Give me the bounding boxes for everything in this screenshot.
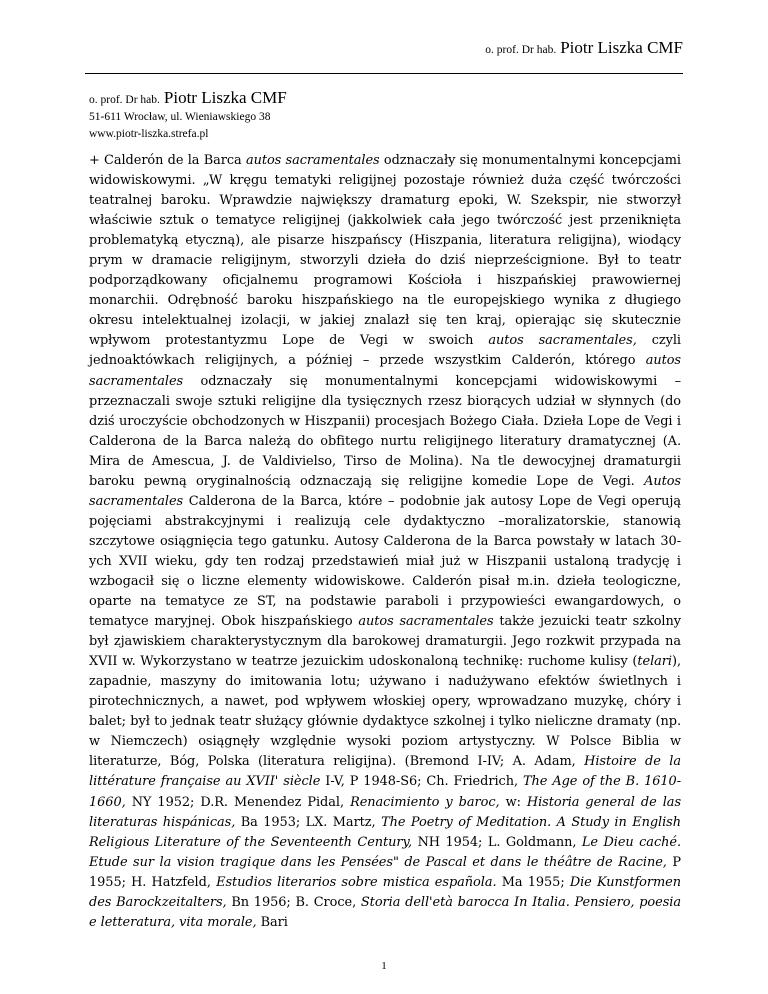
header-rule [85,73,683,74]
body-text-run: + Calderón de la Barca [89,153,246,168]
body-italic-run: Autos sacramentales [89,473,681,509]
body-text-run: NH 1954; L. Goldmann, [412,834,582,850]
author-name: Piotr Liszka CMF [163,88,287,107]
body-text-run: Bn 1956; B. Croce, [226,894,361,910]
author-website: www.piotr-liszka.strefa.pl [89,128,209,140]
body-italic-run: autos sacramentales [358,614,494,630]
header-title-prefix: o. prof. Dr hab. [485,44,557,56]
body-italic-run: Renacimiento y baroc, [350,794,500,810]
body-paragraph [89,151,681,933]
running-header [485,38,683,58]
page-number: 1 [381,960,387,972]
body-text-run: Calderona de la Barca, które – podobnie jak autosy Lope de Vegi operują pojęciami abstrakcyjnymi i realizują cele dydaktyczno –moralizatorskie, stanowią szczytowe osiągnięcia tego gatunku. Autosy Calderona de la Barca powstały w latach 30-ych XVII wieku, gdy ten rodzaj przedstawień miał już w Hiszpanii ustaloną tradycję i wzbogacił się o liczne elementy widowiskowe. Calderón pisał m.in. dzieła teologiczne, oparte na tematyce ze ST, na podstawie paraboli i przypowieści ewangardowych, o tematyce maryjnej. Obok hiszpańskiego [89,493,681,630]
body-italic-run: Storia dell'età barocca In Italia. Pensiero, poesia e letteratura, vita morale, [89,894,681,930]
body-text-run: I-V, P 1948-S6; Ch. Friedrich, [320,774,523,790]
body-italic-run: Histoire de la littérature française au XVII' siècle [89,754,681,790]
body-text-run: NY 1952; D.R. Menendez Pidal, [125,794,351,810]
body-text-run: Ba 1953; LX. Martz, [235,814,382,830]
body-italic-run: telari [637,654,672,670]
body-italic-run: autos sacramentales [89,353,681,389]
body-text-run: P 1955; H. Hatzfeld, [89,854,682,890]
body-italic-run: The Age of the B. 1610-1660, [89,774,681,810]
body-italic-run: Estudios literarios sobre mistica española. [216,874,497,890]
body-text-run: odznaczały się monumentalnymi koncepcjami widowiskowymi. „W kręgu tematyki religijnej pozostaje również duża część twórczości teatralnej baroku. Wprawdzie największy dramaturg epoki, W. Szekspir, nie stworzył właściwie sztuk o tematyce religijnej (jakkolwiek cała jego twórczość jest przeniknięta problematyką etyczną), ale pisarze hiszpańscy (Hiszpania, literatura religijna), wiodący prym w dramacie religijnym, stworzyli dzieła do dziś nieprześcignione. Był to teatr podporządkowany oficjalnemu programowi Kościoła i hiszpańskiej prawowiernej monarchii. Odrębność baroku hiszpańskiego na tle europejskiego wynika z długiego okresu intelektualnej izolacji, w jakiej znalazł się ten kraj, opierając się skutecznie wpływom protestantyzmu Lope de Vegi w swoich [89,153,681,349]
body-italic-run: autos sacramentales, [488,333,637,349]
author-name-line [89,88,287,108]
body-text-run: ), zapadnie, maszyny do imitowania lotu; używano i nadużywano efektów świetlnych i pirotechnicznych, a nawet, pod wpływem włoskiej opery, wprowadzano muzykę, chóry i balet; był to jednak teatr służący głównie dydaktyce szkolnej i tylko nieliczne dramaty (np. w Niemczech) osiągnęły względnie wysoki poziom artystyczny. W Polsce Biblia w literaturze, Bóg, Polska (literatura religijna). (Bremond I-IV; A. Adam, [89,654,681,770]
body-italic-run: The Poetry of Meditation. A Study in English Religious Literature of the Seventeenth Century, [89,814,681,850]
body-text-run: także jezuicki teatr szkolny był zjawiskiem charakterystycznym dla barokowej dramaturgii. Jego rozkwit przypada na XVII w. Wykorzystano w teatrze jezuickim udoskonaloną technikę: ruchome kulisy ( [89,614,681,670]
body-text-run: czyli jednoaktówkach religijnych, a później – przede wszystkim Calderón, którego [89,333,682,369]
body-italic-run: Le Dieu caché. Etude sur la vision tragique dans les Pensées" de Pascal et dans le théâtre de Racine, [89,834,681,870]
body-italic-run: Die Kunstformen des Barockzeitalters, [89,874,681,910]
body-text-run: Bari [256,914,288,930]
body-text-run: Ma 1955; [496,874,570,890]
author-address: 51-611 Wrocław, ul. Wieniawskiego 38 [89,111,271,123]
body-italic-run: autos sacramentales [245,153,380,168]
body-text-run: odznaczały się monumentalnymi koncepcjami widowiskowymi – przeznaczali swoje sztuki religijne dla tysięcznych rzesz biorących udział w słynnych (do dziś uroczyście obchodzonych w Hiszpanii) procesjach Bożego Ciała. Dzieła Lope de Vegi i Calderona de la Barca należą do obfitego nurtu religijnego literatury dramatycznej (A. Mira de Amescua, J. de Valdivielso, Tirso de Molina). Na tle dewocyjnej dramaturgii baroku pewną oryginalnością odznaczają się religijne komedie Lope de Vegi. [89,373,681,489]
header-author-name: Piotr Liszka CMF [560,38,683,57]
author-title-prefix: o. prof. Dr hab. [89,94,160,106]
author-block [89,88,287,142]
body-text-run: w: [499,794,527,810]
body-italic-run: Historia general de las literaturas hispánicas, [89,794,682,830]
